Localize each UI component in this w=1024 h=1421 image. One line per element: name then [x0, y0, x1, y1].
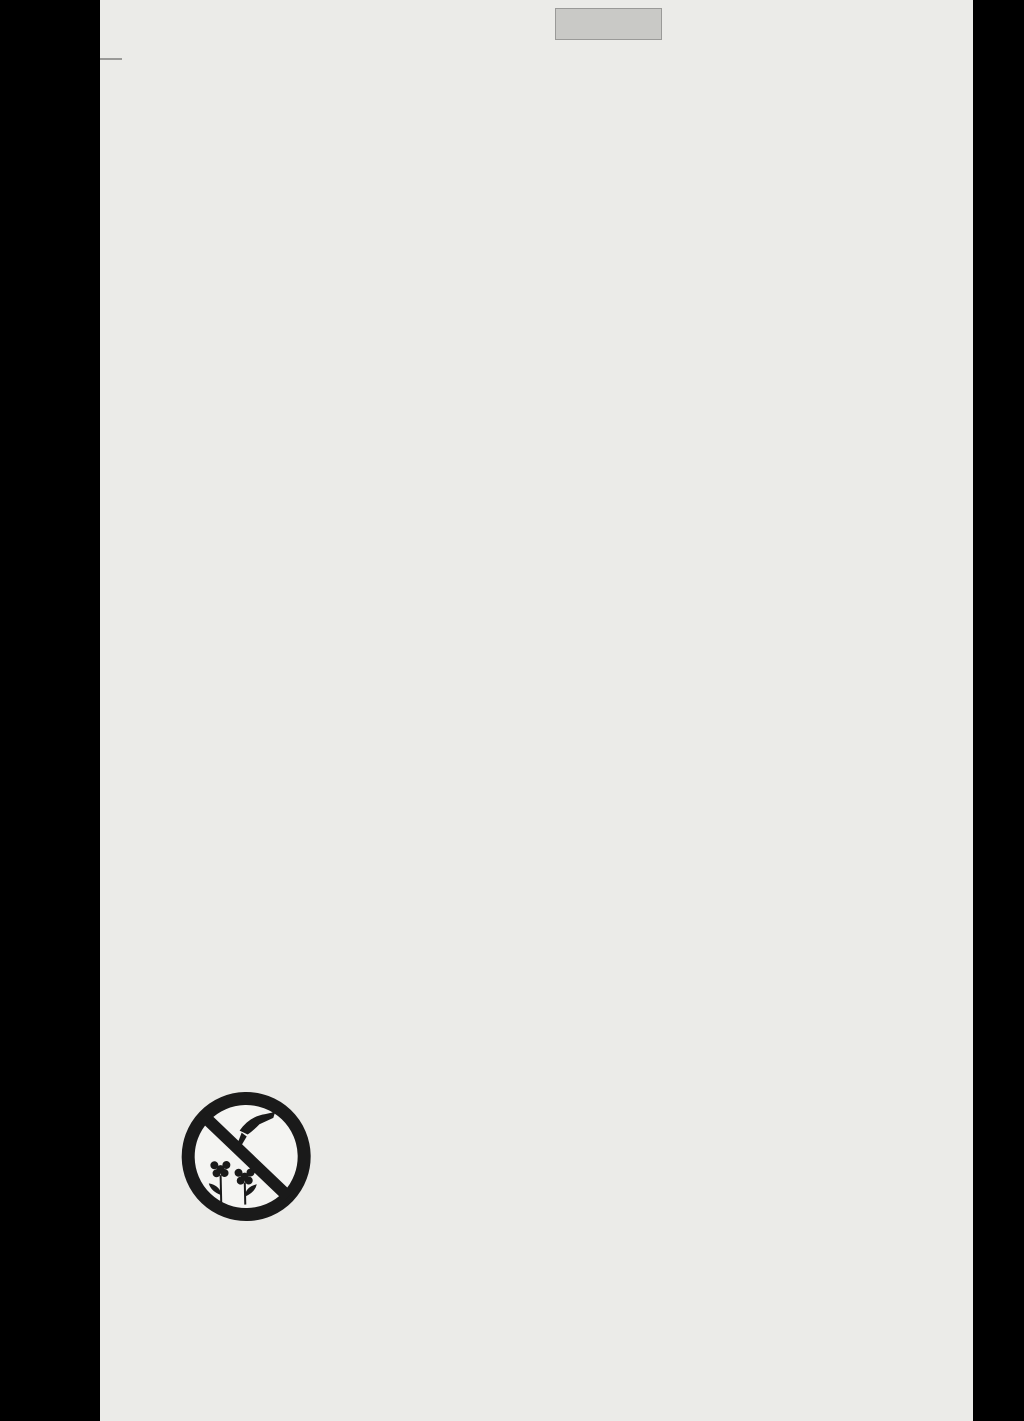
no-picking-flowers-icon — [179, 1089, 314, 1224]
worksheet-content — [125, 29, 1001, 1198]
paper-fold-mark — [100, 58, 122, 60]
